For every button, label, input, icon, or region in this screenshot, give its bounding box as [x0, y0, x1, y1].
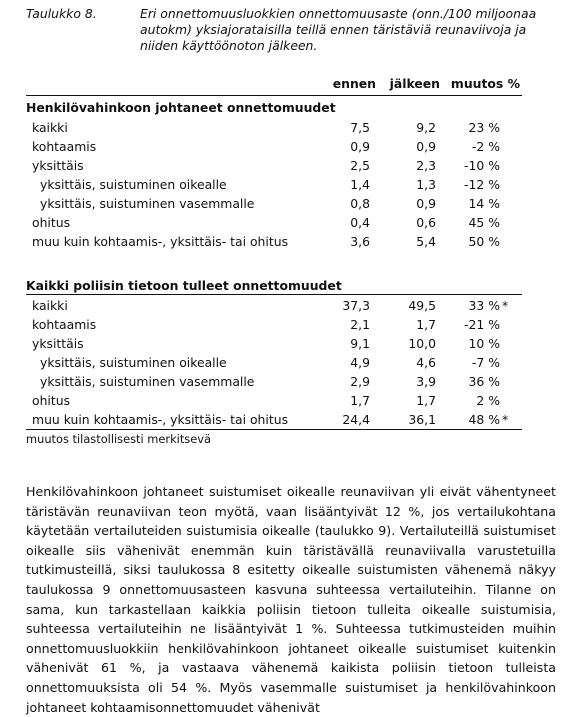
value-before: 7,5 — [350, 120, 370, 135]
value-before: 3,6 — [350, 234, 370, 249]
value-change: 48 % — [468, 412, 500, 427]
row-label: kohtaamis — [32, 317, 97, 332]
value-before: 37,3 — [342, 298, 370, 313]
value-before: 9,1 — [350, 336, 370, 351]
table-row — [26, 137, 522, 156]
header-before: ennen — [332, 76, 376, 91]
value-after: 5,4 — [416, 234, 436, 249]
value-after: 2,3 — [416, 158, 436, 173]
row-label: yksittäis, suistuminen vasemmalle — [40, 196, 255, 211]
table-row — [26, 213, 522, 232]
value-change: -2 % — [471, 139, 500, 154]
value-change: -10 % — [464, 158, 500, 173]
value-change: -7 % — [471, 355, 500, 370]
value-change: -12 % — [464, 177, 500, 192]
table-row — [26, 334, 522, 353]
row-label: muu kuin kohtaamis-, yksittäis- tai ohitus — [32, 234, 289, 249]
row-label: yksittäis, suistuminen oikealle — [40, 177, 227, 192]
value-before: 0,8 — [350, 196, 370, 211]
table-row — [26, 372, 522, 391]
value-change: 50 % — [468, 234, 500, 249]
table-row — [26, 156, 522, 175]
table-footnote: muutos tilastollisesti merkitsevä — [26, 432, 211, 446]
value-before: 4,9 — [350, 355, 370, 370]
caption-text: Eri onnettomuusluokkien onnettomuusaste (onn./100 miljoonaa autokm) yksiajorataisilla teillä ennen täristäviä reunaviivoja ja niiden käyttöönoton jälkeen. — [140, 6, 537, 53]
value-after: 0,9 — [416, 139, 436, 154]
body-paragraph: Henkilövahinkoon johtaneet suistumiset oikealle reunaviivan yli eivät vähentyneet täristävän reunaviivan teon myötä, vaan lisääntyivät 12 %, jos vertailukohtana käytetään vertailuteiden suistumisia oikealle (taulukko 9). Vertailuteillä suistumiset oikealle siis vähenivät enemmän kuin täristävällä reunaviivalla varustetuilla tutkimusteillä, siksi taulukossa 8 esitetty oikealle suistumisten vähenemä näkyy taulukossa 9 onnettomuusasteen kasvuna suhteessa vertailuteihin. Tilanne on sama, kun tarkastellaan kaikkia poliisin tietoon tulleita oikealle suistumisia, suhteessa vertailuteihin ne lisääntyivät 1 %. Suhteessa tutkimusteiden muihin onnettomuusluokkiin henkilövahinkoon johtaneet oikealle suistumiset kuitenkin vähenivät 61 %, ja vastaava vähenemä kaikista poliisin tietoon tulleista onnettomuuksista oli 54 %. Myös vasemmalle suistumiset ja henkilövahinkoon johtaneet kohtaamisonnettomuudet vähenivät — [26, 484, 556, 715]
row-label: yksittäis — [32, 336, 84, 351]
row-label: kohtaamis — [32, 139, 97, 154]
table-row — [26, 391, 522, 410]
significance-mark: * — [502, 298, 509, 313]
value-after: 49,5 — [408, 298, 436, 313]
section-all-rule — [26, 294, 522, 295]
value-change: 2 % — [476, 393, 500, 408]
row-label: yksittäis, suistuminen oikealle — [40, 355, 227, 370]
row-label: yksittäis, suistuminen vasemmalle — [40, 374, 255, 389]
row-label: ohitus — [32, 215, 71, 230]
row-label: ohitus — [32, 393, 71, 408]
value-after: 0,9 — [416, 196, 436, 211]
value-change: 23 % — [468, 120, 500, 135]
table-row — [26, 296, 522, 315]
value-before: 1,7 — [350, 393, 370, 408]
value-after: 1,3 — [416, 177, 436, 192]
value-before: 2,9 — [350, 374, 370, 389]
value-after: 0,6 — [416, 215, 436, 230]
value-after: 3,9 — [416, 374, 436, 389]
row-label: kaikki — [32, 298, 68, 313]
row-label: yksittäis — [32, 158, 84, 173]
row-label: kaikki — [32, 120, 68, 135]
table-row — [26, 353, 522, 372]
section-injury-title: Henkilövahinkoon johtaneet onnettomuudet — [26, 100, 336, 115]
value-before: 2,1 — [350, 317, 370, 332]
table-row — [26, 175, 522, 194]
section-all-title: Kaikki poliisin tietoon tulleet onnettomuudet — [26, 278, 342, 293]
value-change: 33 % — [468, 298, 500, 313]
significance-mark: * — [502, 412, 509, 427]
table-row — [26, 410, 522, 429]
table-caption — [26, 6, 556, 54]
value-before: 24,4 — [342, 412, 370, 427]
value-after: 4,6 — [416, 355, 436, 370]
row-label: muu kuin kohtaamis-, yksittäis- tai ohitus — [32, 412, 289, 427]
value-change: 14 % — [468, 196, 500, 211]
table-bottom-rule — [26, 429, 522, 430]
value-before: 1,4 — [350, 177, 370, 192]
table-row — [26, 118, 522, 137]
value-change: -21 % — [464, 317, 500, 332]
value-after: 1,7 — [416, 393, 436, 408]
header-rule — [26, 95, 522, 96]
table-header-row — [26, 74, 522, 93]
caption-label: Taulukko 8. — [26, 6, 97, 21]
header-change: muutos % — [450, 76, 520, 91]
value-change: 10 % — [468, 336, 500, 351]
table-row — [26, 194, 522, 213]
value-after: 10,0 — [408, 336, 436, 351]
header-after: jälkeen — [389, 76, 440, 91]
value-change: 45 % — [468, 215, 500, 230]
value-before: 0,4 — [350, 215, 370, 230]
table-row — [26, 232, 522, 251]
value-before: 0,9 — [350, 139, 370, 154]
table-row — [26, 315, 522, 334]
value-change: 36 % — [468, 374, 500, 389]
value-after: 1,7 — [416, 317, 436, 332]
value-before: 2,5 — [350, 158, 370, 173]
value-after: 9,2 — [416, 120, 436, 135]
value-after: 36,1 — [408, 412, 436, 427]
